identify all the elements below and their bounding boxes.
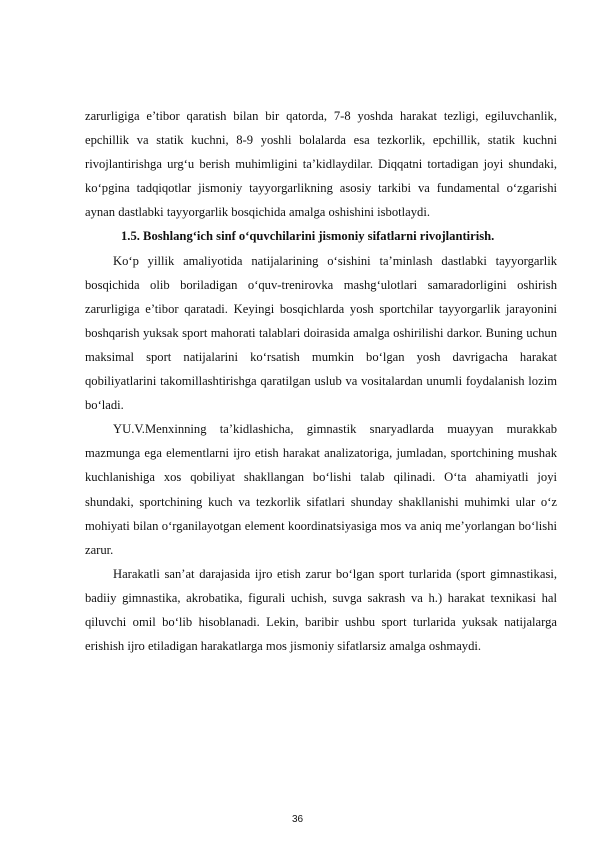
document-page xyxy=(85,104,557,658)
section-heading: 1.5. Boshlang‘ich sinf o‘quvchilarini jismoniy sifatlarni rivojlantirish. xyxy=(121,229,495,244)
paragraph-3: Harakatli san’at darajasida ijro etish zarur bo‘lgan sport turlarida (sport gimnastikasi, badiiy gimnastika, akrobatika, figurali uchish, suvga sakrash va h.) harakat texnikasi hal qiluvchi omil bo‘lib hisoblanadi. Lekin, baribir ushbu sport turlarida yuksak natijalarga erishish ijro etiladigan harakatlarga mos jismoniy sifatlarsiz amalga oshmaydi. xyxy=(85,566,557,654)
paragraph-1: Ko‘p yillik amaliyotida natijalarining o‘sishini ta’minlash dastlabki tayyorgarlik bosqichida olib boriladigan o‘quv-trenirovka mashg‘ulotlari samaradorligini oshirish zarurligiga e’tibor qaratadi. Keyingi bosqichlarda yosh sportchilar tayyorgarlik jarayonini boshqarish yuksak sport mahorati talablari doirasida amalga oshirilishi darkor. Buning uchun maksimal sport natijalarini ko‘rsatish mumkin bo‘lgan yosh davrigacha harakat qobiliyatlarini takomillashtirishga qaratilgan uslub va vositalardan unumli foydalanish lozim bo‘ladi. xyxy=(85,253,557,413)
paragraph-intro: zarurligiga e’tibor qaratish bilan bir qatorda, 7-8 yoshda harakat tezligi, egiluvchanlik, epchillik va statik kuchni, 8-9 yoshli bolalarda esa tezkorlik, epchillik, statik kuchni rivojlantirishga urg‘u berish muhimligini ta’kidlaydilar. Diqqatni tortadigan joyi shundaki, ko‘pgina tadqiqotlar jismoniy tayyorgarlikning asosiy tarkibi va fundamental o‘zgarishi aynan dastlabki tayyorgarlik bosqichida amalga oshishini isbotlaydi. xyxy=(85,109,557,220)
paragraph-2: YU.V.Menxinning ta’kidlashicha, gimnastik snaryadlarda muayyan murakkab mazmunga ega elementlarni ijro etish harakat analizatoriga, jumladan, sportchining mushak kuchlanishiga xos qobiliyat shakllangan bo‘lishi talab qilinadi. O‘ta ahamiyatli joyi shundaki, sportchining kuch va tezkorlik sifatlari shunday shakllanishi muhimki ular o‘z mohiyati bilan o‘rganilayotgan element koordinatsiyasiga mos va aniq me’yorlangan bo‘lishi zarur. xyxy=(85,422,557,557)
page-number: 36 xyxy=(291,814,304,825)
